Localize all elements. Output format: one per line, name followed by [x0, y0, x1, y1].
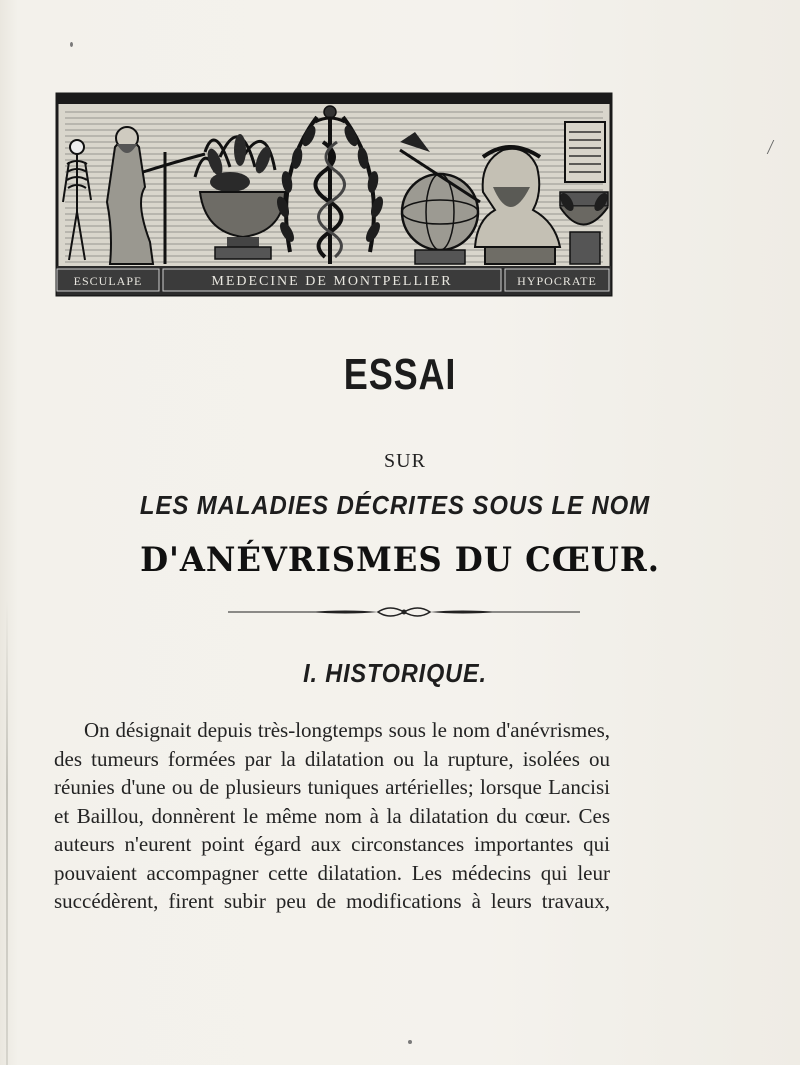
- section-heading: I. HISTORIQUE.: [303, 658, 487, 688]
- body-line: auteurs n'eurent point égard aux circonstances importantes qui: [54, 832, 610, 856]
- page-gutter-shadow: [6, 600, 8, 1065]
- body-line: et Baillou, donnèrent le même nom à la dilatation du cœur. Ces: [54, 803, 610, 828]
- body-line: pouvaient accompagner cette dilatation. Les médecins qui leur: [54, 860, 610, 885]
- body-line: On désignait depuis très-longtemps sous le nom d'anévrismes,: [84, 718, 610, 742]
- pencil-mark: [767, 140, 779, 154]
- vignette-illustration: [55, 92, 613, 297]
- vignette-label-left: ESCULAPE: [73, 274, 143, 288]
- title-essai: ESSAI: [343, 350, 457, 399]
- engraved-vignette: [55, 92, 613, 297]
- title-blackletter: D'ANÉVRISMES DU CŒUR.: [140, 540, 660, 580]
- title-sur: SUR: [384, 450, 426, 472]
- title-subject: LES MALADIES DÉCRITES SOUS LE NOM: [139, 490, 651, 520]
- ornamental-divider: [228, 604, 580, 620]
- body-line: réunies d'une ou de plusieurs tuniques artérielles; lorsque Lancisi: [54, 775, 610, 799]
- ink-speck: [408, 1040, 412, 1044]
- body-line: des tumeurs formées par la dilatation ou la rupture, isolées ou: [54, 746, 610, 771]
- vignette-label-right: HYPOCRATE: [517, 274, 597, 288]
- body-line: succédèrent, firent subir peu de modifications à leurs travaux,: [54, 889, 610, 913]
- ink-speck: [70, 42, 73, 47]
- body-paragraph: [54, 716, 610, 916]
- vignette-label-center: MEDECINE DE MONTPELLIER: [211, 274, 453, 289]
